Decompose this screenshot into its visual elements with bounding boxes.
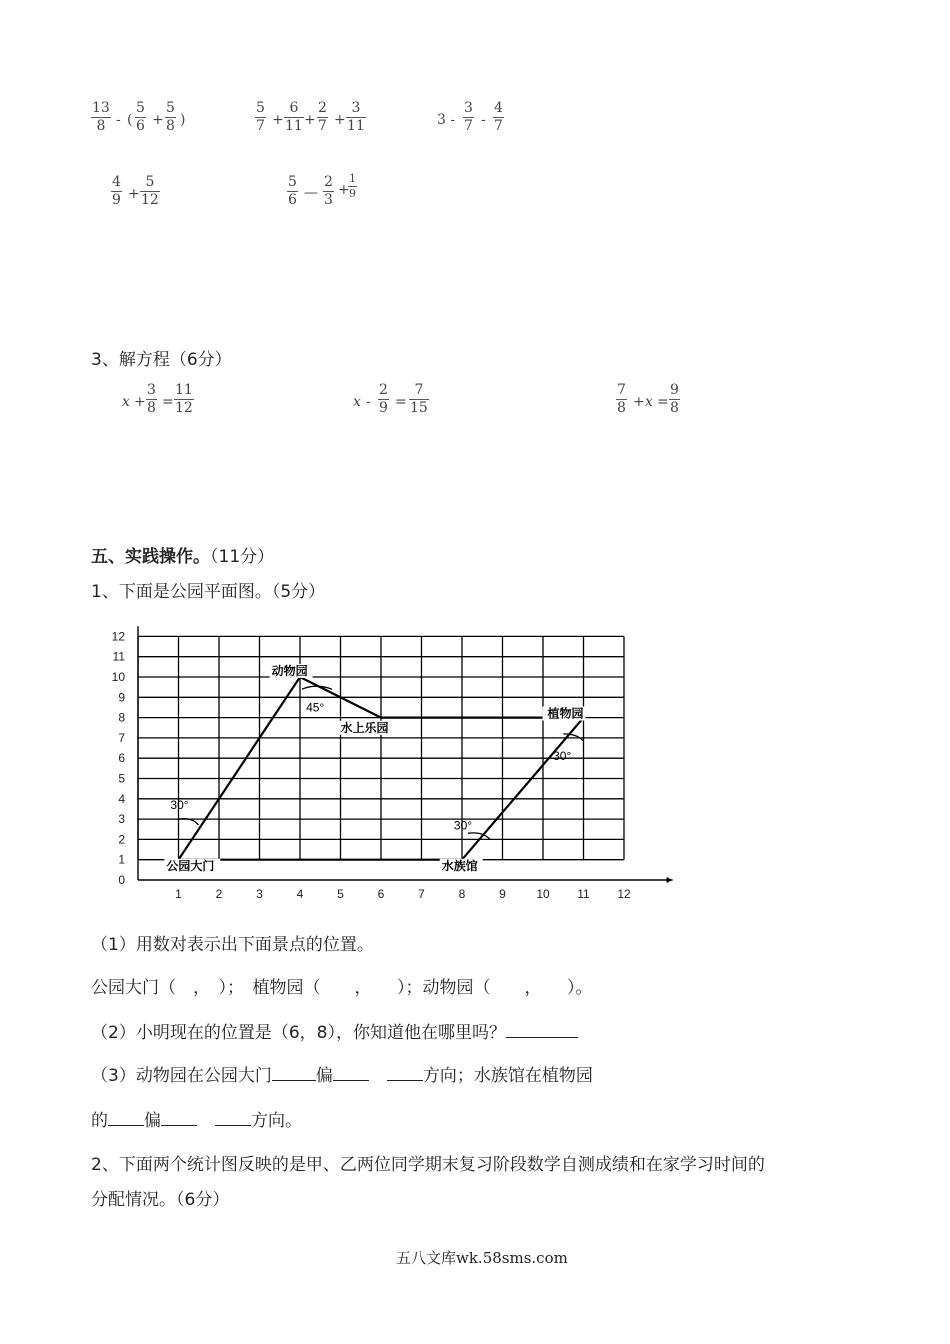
variable: x	[645, 394, 653, 410]
question-2-line1: 2、下面两个统计图反映的是甲、乙两位同学期末复习阶段数学自测成绩和在家学习时间的	[91, 1155, 765, 1175]
operator: +	[272, 112, 284, 128]
x-axis-arrow	[667, 877, 673, 883]
fraction: $\frac{6}{11}$	[285, 100, 303, 134]
operator: (	[127, 112, 133, 128]
question-text: 的	[91, 1111, 108, 1131]
x-tick-label: 9	[499, 887, 506, 901]
y-tick-label: 11	[112, 649, 125, 664]
section-3-title: 3、解方程（6分）	[91, 350, 232, 370]
y-tick-label: 10	[111, 670, 125, 684]
fraction: $\frac{2}{7}$	[318, 100, 327, 134]
angle-arc	[302, 686, 332, 689]
operator: -	[116, 112, 121, 128]
x-tick-label: 12	[617, 887, 631, 901]
fraction: $\frac{11}{12}$	[175, 382, 193, 416]
operator: +	[633, 394, 645, 410]
fraction: $\frac{2}{9}$	[379, 382, 388, 416]
section-5-score: （11分）	[210, 547, 275, 567]
x-tick-label: 1	[175, 887, 182, 901]
fraction: $\frac{5}{6}$	[288, 174, 297, 208]
label-park-gate: 公园大门	[166, 858, 215, 873]
operator: +	[152, 112, 164, 128]
place-labels	[164, 663, 585, 873]
angle-label: 30°	[453, 818, 473, 833]
fraction: $\frac{7}{8}$	[617, 382, 626, 416]
fraction: $\frac{5}{12}$	[141, 174, 159, 208]
answer-blank[interactable]	[215, 1109, 251, 1126]
operator: +	[334, 112, 346, 128]
x-tick-label: 8	[458, 887, 466, 901]
x-tick-label: 11	[577, 887, 590, 901]
operator: -	[481, 112, 486, 128]
label-water-park: 水上乐园	[340, 720, 389, 735]
question-1-3-line1	[91, 1061, 593, 1086]
variable: x	[353, 394, 361, 410]
operator: +	[338, 182, 350, 198]
operator: +	[134, 394, 146, 410]
y-tick-label: 12	[111, 629, 125, 644]
answer-blank[interactable]	[108, 1109, 144, 1126]
answer-blank[interactable]	[272, 1064, 316, 1081]
y-tick-label: 9	[118, 690, 125, 705]
operator: =	[162, 394, 174, 410]
map-grid	[138, 636, 624, 859]
answer-blank[interactable]	[161, 1109, 197, 1126]
answer-blank[interactable]	[333, 1064, 369, 1081]
question-2-line2: 分配情况。（6分）	[91, 1190, 230, 1210]
fraction: $\frac{13}{8}$	[92, 100, 110, 134]
fraction: $\frac{1}{9}$	[349, 172, 356, 200]
fraction: $\frac{2}{3}$	[324, 174, 333, 208]
x-tick-label: 2	[215, 887, 223, 901]
question-1-3-line2	[91, 1106, 302, 1131]
park-map	[95, 615, 695, 905]
y-tick-label: 6	[118, 751, 125, 766]
operator: 3 -	[437, 112, 456, 128]
x-tick-labels	[175, 887, 631, 901]
y-tick-labels	[112, 629, 126, 887]
angle-label: 30°	[170, 797, 189, 812]
x-tick-label: 10	[536, 887, 550, 901]
operator: =	[657, 394, 669, 410]
operator: +	[128, 186, 140, 202]
x-tick-label: 5	[337, 887, 344, 901]
y-tick-label: 4	[118, 791, 125, 806]
question-1-1-answer-line: 公园大门（ ， ）； 植物园（ ， ）；动物园（ ， ）。	[91, 978, 593, 998]
y-tick-label: 3	[118, 812, 125, 827]
operator: —	[304, 185, 318, 201]
operator: +	[304, 112, 316, 128]
answer-blank[interactable]	[506, 1021, 578, 1038]
question-text: 方向。	[251, 1111, 302, 1131]
operator: =	[395, 394, 407, 410]
footer-watermark: 五八文库wk.58sms.com	[396, 1249, 568, 1267]
map-axes	[138, 626, 673, 883]
variable: x	[122, 394, 130, 410]
x-tick-label: 3	[256, 887, 263, 901]
fraction: $\frac{3}{8}$	[147, 382, 156, 416]
y-tick-label: 7	[118, 730, 125, 745]
fraction: $\frac{9}{8}$	[670, 382, 679, 416]
fraction: $\frac{5}{6}$	[136, 100, 145, 134]
fraction: $\frac{3}{11}$	[347, 100, 365, 134]
operator: -	[366, 394, 371, 410]
question-1-3-text: （3）动物园在公园大门	[91, 1066, 272, 1086]
y-tick-label: 5	[118, 771, 125, 786]
y-tick-label: 8	[118, 710, 125, 725]
question-1-title: 1、下面是公园平面图。（5分）	[91, 582, 326, 602]
section-5-heading	[91, 542, 274, 567]
question-text: 偏	[315, 1066, 333, 1086]
label-botanical-garden: 植物园	[547, 706, 584, 721]
operator: )	[180, 112, 186, 128]
fraction: $\frac{5}{8}$	[166, 100, 175, 134]
fraction: $\frac{5}{7}$	[256, 100, 265, 134]
fraction: $\frac{4}{7}$	[494, 100, 503, 134]
section-5-title: 五、实践操作。	[91, 547, 210, 567]
fraction: $\frac{7}{15}$	[410, 382, 428, 416]
x-tick-label: 7	[418, 887, 425, 901]
y-tick-label: 2	[118, 832, 125, 847]
question-1-1: （1）用数对表示出下面景点的位置。	[91, 935, 374, 955]
angle-label: 45°	[306, 700, 325, 715]
question-1-2-text: （2）小明现在的位置是（6，8），你知道他在哪里吗？	[91, 1023, 506, 1043]
y-tick-label: 0	[118, 873, 125, 887]
y-tick-label: 1	[118, 852, 125, 867]
fraction: $\frac{4}{9}$	[112, 174, 121, 208]
fraction: $\frac{3}{7}$	[464, 100, 473, 134]
label-zoo: 动物园	[271, 663, 308, 678]
x-tick-label: 6	[377, 887, 385, 901]
label-aquarium: 水族馆	[441, 858, 478, 873]
question-text: 偏	[144, 1111, 161, 1131]
question-text: 方向；水族馆在植物园	[422, 1066, 593, 1086]
x-tick-label: 4	[296, 887, 304, 901]
question-1-2	[91, 1018, 578, 1043]
answer-blank[interactable]	[387, 1064, 423, 1081]
angle-label: 30°	[553, 749, 572, 764]
